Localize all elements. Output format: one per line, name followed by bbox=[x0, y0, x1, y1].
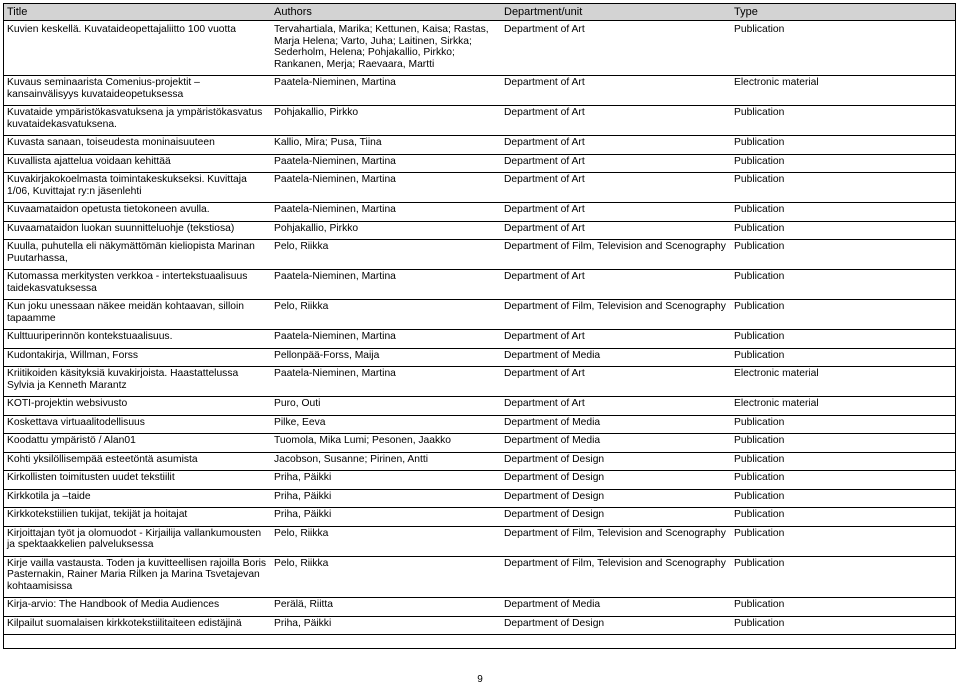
cell-department: Department of Design bbox=[501, 471, 731, 490]
table-row bbox=[4, 348, 956, 367]
cell-authors: Puro, Outi bbox=[271, 397, 501, 416]
cell-title: Kirjoittajan työt ja olomuodot - Kirjailija vallankumousten ja spektaakkelien palveluksessa bbox=[4, 526, 271, 556]
cell-type: Publication bbox=[731, 508, 956, 527]
table-row bbox=[4, 136, 956, 155]
cell-title: Kuvakirjakokoelmasta toimintakeskukseksi. Kuvittaja 1/06, Kuvittajat ry:n jäsenlehti bbox=[4, 173, 271, 203]
table-row bbox=[4, 154, 956, 173]
cell-title: Kirkollisten toimitusten uudet tekstiilit bbox=[4, 471, 271, 490]
cell-type: Publication bbox=[731, 270, 956, 300]
cell-title: Kriitikoiden käsityksiä kuvakirjoista. Haastattelussa Sylvia ja Kenneth Marantz bbox=[4, 367, 271, 397]
table-row bbox=[4, 598, 956, 617]
cell-type: Publication bbox=[731, 489, 956, 508]
cell-type: Publication bbox=[731, 21, 956, 76]
cell-title: Kirkkotekstiilien tukijat, tekijät ja hoitajat bbox=[4, 508, 271, 527]
cell-authors: Pohjakallio, Pirkko bbox=[271, 221, 501, 240]
cell-type: Publication bbox=[731, 203, 956, 222]
cell-department: Department of Art bbox=[501, 173, 731, 203]
cell-title: Koskettava virtuaalitodellisuus bbox=[4, 415, 271, 434]
cell-department: Department of Art bbox=[501, 397, 731, 416]
cell-type: Publication bbox=[731, 415, 956, 434]
cell-authors: Paatela-Nieminen, Martina bbox=[271, 203, 501, 222]
table-header-row bbox=[4, 4, 956, 21]
page-number: 9 bbox=[477, 674, 483, 685]
cell-department: Department of Film, Television and Scenography bbox=[501, 240, 731, 270]
table-row bbox=[4, 76, 956, 106]
cell-title: Kulttuuriperinnön kontekstuaalisuus. bbox=[4, 330, 271, 349]
cell-department: Department of Media bbox=[501, 598, 731, 617]
cell-authors: Tervahartiala, Marika; Kettunen, Kaisa; Rastas, Marja Helena; Varto, Juha; Laitinen, Sirkka; Sederholm, Helena; Pohjakallio, Pirkko; Rankanen, Merja; Raevaara, Martti bbox=[271, 21, 501, 76]
cell-title: Kuvasta sanaan, toiseudesta moninaisuuteen bbox=[4, 136, 271, 155]
cell-authors: Priha, Päikki bbox=[271, 471, 501, 490]
column-header-title: Title bbox=[4, 4, 271, 21]
table-row bbox=[4, 616, 956, 635]
cell-type: Publication bbox=[731, 221, 956, 240]
cell-authors: Paatela-Nieminen, Martina bbox=[271, 154, 501, 173]
cell-department: Department of Art bbox=[501, 21, 731, 76]
cell-title: Kohti yksilöllisempää esteetöntä asumista bbox=[4, 452, 271, 471]
column-header-type: Type bbox=[731, 4, 956, 21]
cell-type: Publication bbox=[731, 616, 956, 635]
cell-title: Kun joku unessaan näkee meidän kohtaavan, silloin tapaamme bbox=[4, 300, 271, 330]
cell-type: Publication bbox=[731, 348, 956, 367]
table-row bbox=[4, 556, 956, 598]
cell-title: Kuvaus seminaarista Comenius-projektit –kansainvälisyys kuvataideopetuksessa bbox=[4, 76, 271, 106]
cell-department: Department of Design bbox=[501, 452, 731, 471]
cell-title: Kuulla, puhutella eli näkymättömän kieliopista Marinan Puutarhassa, bbox=[4, 240, 271, 270]
cell-title: KOTI-projektin websivusto bbox=[4, 397, 271, 416]
cell-authors: Paatela-Nieminen, Martina bbox=[271, 173, 501, 203]
cell-authors: Tuomola, Mika Lumi; Pesonen, Jaakko bbox=[271, 434, 501, 453]
cell-title: Kuvien keskellä. Kuvataideopettajaliitto 100 vuotta bbox=[4, 21, 271, 76]
table-row bbox=[4, 21, 956, 76]
cell-type: Publication bbox=[731, 300, 956, 330]
cell-title: Kudontakirja, Willman, Forss bbox=[4, 348, 271, 367]
cell-type: Publication bbox=[731, 106, 956, 136]
table-row bbox=[4, 489, 956, 508]
table-row bbox=[4, 106, 956, 136]
cell-department: Department of Art bbox=[501, 203, 731, 222]
cell-type: Electronic material bbox=[731, 367, 956, 397]
table-row bbox=[4, 300, 956, 330]
cell-title: Kuvaamataidon opetusta tietokoneen avulla. bbox=[4, 203, 271, 222]
cell-title: Kutomassa merkitysten verkkoa - intertekstuaalisuus taidekasvatuksessa bbox=[4, 270, 271, 300]
publications-table bbox=[4, 4, 956, 635]
cell-type: Publication bbox=[731, 330, 956, 349]
cell-title: Kirja-arvio: The Handbook of Media Audiences bbox=[4, 598, 271, 617]
table-row bbox=[4, 240, 956, 270]
cell-authors: Pelo, Riikka bbox=[271, 526, 501, 556]
cell-authors: Paatela-Nieminen, Martina bbox=[271, 367, 501, 397]
cell-type: Publication bbox=[731, 240, 956, 270]
cell-department: Department of Art bbox=[501, 106, 731, 136]
cell-type: Publication bbox=[731, 434, 956, 453]
publications-table-frame bbox=[3, 3, 956, 649]
cell-department: Department of Art bbox=[501, 330, 731, 349]
table-row bbox=[4, 203, 956, 222]
table-row bbox=[4, 367, 956, 397]
cell-type: Publication bbox=[731, 556, 956, 598]
cell-department: Department of Film, Television and Scenography bbox=[501, 556, 731, 598]
cell-type: Electronic material bbox=[731, 76, 956, 106]
cell-department: Department of Art bbox=[501, 367, 731, 397]
cell-type: Electronic material bbox=[731, 397, 956, 416]
table-row bbox=[4, 270, 956, 300]
cell-department: Department of Design bbox=[501, 508, 731, 527]
table-row bbox=[4, 508, 956, 527]
cell-authors: Perälä, Riitta bbox=[271, 598, 501, 617]
cell-department: Department of Design bbox=[501, 616, 731, 635]
cell-authors: Pelo, Riikka bbox=[271, 240, 501, 270]
table-row bbox=[4, 434, 956, 453]
cell-type: Publication bbox=[731, 452, 956, 471]
cell-authors: Jacobson, Susanne; Pirinen, Antti bbox=[271, 452, 501, 471]
cell-department: Department of Art bbox=[501, 270, 731, 300]
cell-department: Department of Design bbox=[501, 489, 731, 508]
table-row bbox=[4, 526, 956, 556]
cell-type: Publication bbox=[731, 136, 956, 155]
cell-type: Publication bbox=[731, 154, 956, 173]
cell-department: Department of Art bbox=[501, 136, 731, 155]
cell-type: Publication bbox=[731, 471, 956, 490]
cell-authors: Pellonpää-Forss, Maija bbox=[271, 348, 501, 367]
table-row bbox=[4, 471, 956, 490]
cell-title: Kuvataide ympäristökasvatuksena ja ympäristökasvatus kuvataidekasvatuksena. bbox=[4, 106, 271, 136]
cell-authors: Paatela-Nieminen, Martina bbox=[271, 330, 501, 349]
table-body bbox=[4, 21, 956, 635]
cell-department: Department of Art bbox=[501, 76, 731, 106]
cell-authors: Priha, Päikki bbox=[271, 508, 501, 527]
cell-authors: Paatela-Nieminen, Martina bbox=[271, 270, 501, 300]
cell-authors: Priha, Päikki bbox=[271, 489, 501, 508]
table-row bbox=[4, 452, 956, 471]
column-header-department: Department/unit bbox=[501, 4, 731, 21]
cell-department: Department of Film, Television and Scenography bbox=[501, 300, 731, 330]
cell-title: Koodattu ympäristö / Alan01 bbox=[4, 434, 271, 453]
cell-department: Department of Media bbox=[501, 434, 731, 453]
cell-authors: Pelo, Riikka bbox=[271, 300, 501, 330]
cell-authors: Paatela-Nieminen, Martina bbox=[271, 76, 501, 106]
cell-department: Department of Art bbox=[501, 221, 731, 240]
cell-authors: Priha, Päikki bbox=[271, 616, 501, 635]
table-row bbox=[4, 397, 956, 416]
table-row bbox=[4, 221, 956, 240]
cell-authors: Pohjakallio, Pirkko bbox=[271, 106, 501, 136]
cell-authors: Pelo, Riikka bbox=[271, 556, 501, 598]
table-row bbox=[4, 330, 956, 349]
cell-department: Department of Media bbox=[501, 348, 731, 367]
table-row bbox=[4, 415, 956, 434]
column-header-authors: Authors bbox=[271, 4, 501, 21]
cell-type: Publication bbox=[731, 526, 956, 556]
cell-title: Kuvallista ajattelua voidaan kehittää bbox=[4, 154, 271, 173]
cell-type: Publication bbox=[731, 598, 956, 617]
cell-department: Department of Film, Television and Scenography bbox=[501, 526, 731, 556]
cell-authors: Kallio, Mira; Pusa, Tiina bbox=[271, 136, 501, 155]
cell-department: Department of Media bbox=[501, 415, 731, 434]
cell-title: Kirje vailla vastausta. Toden ja kuvitteellisen rajoilla Boris Pasternakin, Rainer Maria Rilken ja Marina Tsvetajevan kohtaamisissa bbox=[4, 556, 271, 598]
cell-title: Kirkkotila ja –taide bbox=[4, 489, 271, 508]
cell-title: Kilpailut suomalaisen kirkkotekstiilitaiteen edistäjinä bbox=[4, 616, 271, 635]
cell-title: Kuvaamataidon luokan suunnitteluohje (tekstiosa) bbox=[4, 221, 271, 240]
cell-department: Department of Art bbox=[501, 154, 731, 173]
table-row bbox=[4, 173, 956, 203]
cell-authors: Pilke, Eeva bbox=[271, 415, 501, 434]
cell-type: Publication bbox=[731, 173, 956, 203]
